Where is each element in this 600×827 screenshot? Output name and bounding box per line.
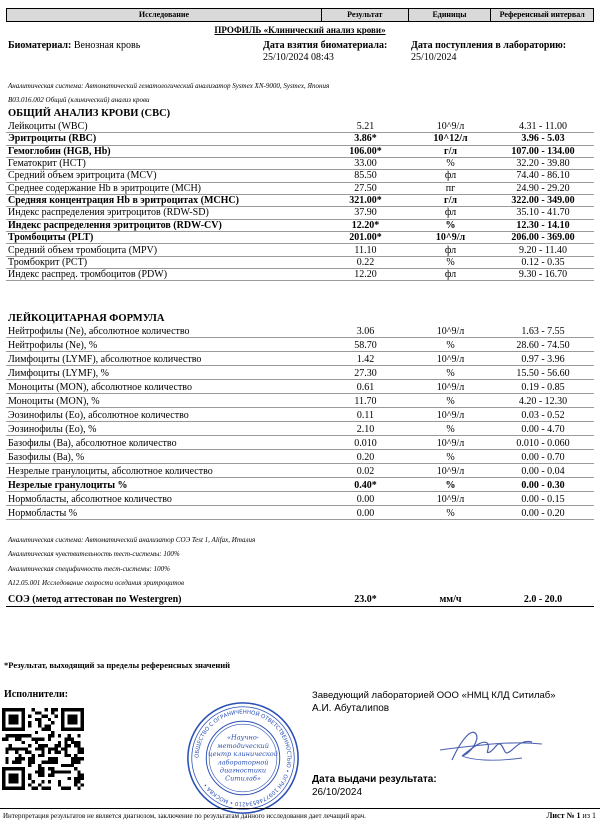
disclaimer: Интерпретация результатов не является диагнозом, заключение по результатам данного исследования дает лечащий врач.: [3, 812, 366, 820]
result-value: 0.40*: [354, 480, 377, 491]
reference-range: 0.19 - 0.85: [521, 382, 565, 393]
lab-head-name: А.И. Абуталипов: [312, 703, 390, 714]
esr-result: 23.0*: [354, 594, 377, 605]
test-name: Нормобласты %: [8, 508, 78, 519]
reference-range: 4.20 - 12.30: [518, 396, 568, 407]
stamp-line: диагностики: [219, 766, 267, 775]
reference-range: 15.50 - 56.60: [516, 368, 570, 379]
table-row: [6, 382, 594, 394]
page-number: [546, 811, 596, 820]
reference-range: 0.00 - 0.20: [521, 508, 565, 519]
test-name: Лейкоциты (WBC): [8, 121, 88, 132]
stamp-center-text: [208, 734, 278, 783]
qr-code-icon: [2, 708, 84, 790]
result-value: 3.06: [356, 326, 375, 337]
table-row: [6, 368, 594, 380]
unit-value: пг: [445, 182, 456, 194]
result-value: 3.86*: [354, 133, 377, 145]
test-name: Эозинофилы (Eo), %: [8, 424, 97, 435]
table-row: [6, 480, 594, 492]
table-row: [6, 183, 594, 195]
result-value: 27.50: [354, 182, 377, 194]
reference-range: 3.96 - 5.03: [521, 133, 565, 145]
test-name: Нейтрофилы (Ne), абсолютное количество: [8, 326, 190, 337]
test-name: Лимфоциты (LYMF), %: [8, 368, 110, 379]
test-name: Базофилы (Ba), %: [8, 452, 85, 463]
unit-value: 10^9/л: [435, 232, 466, 244]
table-row: [6, 424, 594, 436]
test-name: Нейтрофилы (Ne), %: [8, 340, 98, 351]
header-reference: Референсный интервал: [499, 10, 585, 19]
stamp-ring-text: ОБЩЕСТВО С ОГРАНИЧЕННОЙ ОТВЕТСТВЕННОСТЬЮ • ОГРН 1097746534210 • МОСКВА •: [194, 709, 292, 807]
stamp-line: лабораторной: [217, 758, 269, 767]
test-name: Тромбокрит (PCT): [8, 256, 88, 268]
table-row: [6, 410, 594, 422]
received-date-value: 25/10/2024: [411, 52, 457, 63]
unit-value: %: [446, 368, 455, 379]
table-header: [6, 8, 594, 22]
unit-value: 10^12/л: [433, 133, 468, 145]
page-label: Лист №: [546, 811, 575, 820]
table-row: [6, 508, 594, 520]
table-row: [6, 396, 594, 408]
table-row: [6, 466, 594, 478]
result-value: 0.22: [356, 256, 375, 268]
result-value: 0.11: [356, 410, 375, 421]
table-row: [6, 232, 594, 244]
test-name: Незрелые гранулоциты, абсолютное количество: [8, 466, 213, 477]
table-row: [6, 195, 594, 207]
test-name: Среднее содержание Hb в эритроците (MCH): [8, 182, 201, 194]
test-name: Гематокрит (HCT): [8, 158, 86, 170]
unit-value: г/л: [444, 145, 457, 157]
laboratory-stamp-icon: [185, 700, 301, 816]
result-value: 0.010: [354, 438, 377, 449]
unit-value: %: [446, 508, 455, 519]
reference-range: 206.00 - 369.00: [511, 232, 575, 244]
table-row: [6, 220, 594, 232]
test-name: Средний объем тромбоцита (MPV): [8, 244, 158, 256]
table-row: [6, 133, 594, 145]
test-name: Моноциты (MON), %: [8, 396, 100, 407]
table-row: [6, 146, 594, 158]
test-name: Индекс распределения эритроцитов (RDW-CV): [8, 219, 222, 231]
unit-value: 10^9/л: [436, 354, 465, 365]
esr-code-note: A12.05.001 Исследование скорости оседания эритроцитов: [8, 579, 185, 587]
issue-date-value: 26/10/2024: [312, 787, 363, 798]
table-row: [6, 452, 594, 464]
unit-value: 10^9/л: [436, 466, 465, 477]
unit-value: %: [445, 219, 456, 231]
reference-range: 32.20 - 39.80: [516, 158, 570, 170]
result-value: 0.02: [356, 466, 375, 477]
esr-name: СОЭ (метод аттестован по Westergren): [8, 594, 182, 605]
reference-range: 0.010 - 0.060: [516, 438, 570, 449]
out-of-range-footnote: *Результат, выходящий за пределы референсных значений: [4, 660, 231, 670]
reference-range: 28.60 - 74.50: [516, 340, 570, 351]
result-value: 58.70: [354, 340, 377, 351]
table-row: [6, 245, 594, 257]
biomaterial-label: Биоматериал:: [8, 40, 72, 51]
unit-value: 10^9/л: [436, 326, 465, 337]
page-sep: из: [582, 811, 590, 820]
biomaterial-value: Венозная кровь: [73, 40, 141, 51]
test-name: Индекс распред. тромбоцитов (PDW): [8, 269, 168, 281]
result-value: 106.00*: [349, 145, 382, 157]
reference-range: 24.90 - 29.20: [516, 182, 570, 194]
reference-range: 0.12 - 0.35: [521, 256, 565, 268]
table-row: [6, 326, 594, 338]
collection-date-label: Дата взятия биоматериала:: [263, 40, 388, 51]
result-value: 85.50: [354, 170, 377, 182]
issue-date-label: Дата выдачи результата:: [312, 774, 437, 785]
unit-value: 10^9/л: [436, 494, 465, 505]
header-result: Результат: [322, 9, 409, 21]
stamp-line: «Научно-: [226, 733, 260, 742]
unit-value: 10^9/л: [436, 438, 465, 449]
table-row: [6, 170, 594, 182]
executors-label: Исполнители:: [4, 689, 69, 700]
page-footer: [0, 808, 600, 822]
analyzer-note: Аналитическая система: Автоматический гематологический анализатор Sysmex XN-9000, Sysmex, Япония: [8, 82, 330, 90]
unit-value: %: [446, 396, 455, 407]
result-value: 0.00: [356, 508, 375, 519]
table-row: [6, 438, 594, 450]
reference-range: 74.40 - 86.10: [516, 170, 570, 182]
reference-range: 0.00 - 0.30: [521, 480, 565, 491]
reference-range: 12.30 - 14.10: [516, 219, 570, 231]
result-value: 11.10: [354, 244, 377, 256]
result-value: 0.20: [356, 452, 375, 463]
received-date-label: Дата поступления в лабораторию:: [411, 40, 567, 51]
test-name: Базофилы (Ba), абсолютное количество: [8, 438, 177, 449]
unit-value: %: [446, 158, 455, 170]
header-test: Исследование: [7, 9, 322, 21]
received-date: [411, 40, 566, 64]
reference-range: 0.00 - 0.15: [521, 494, 565, 505]
test-name: Нормобласты, абсолютное количество: [8, 494, 172, 505]
result-value: 12.20: [354, 269, 377, 281]
test-name: Средний объем эритроцита (MCV): [8, 170, 157, 182]
reference-range: 9.30 - 16.70: [518, 269, 568, 281]
test-name: Эозинофилы (Eo), абсолютное количество: [8, 410, 189, 421]
esr-row: [6, 593, 594, 607]
result-value: 1.42: [356, 354, 375, 365]
reference-range: 4.31 - 11.00: [519, 121, 567, 132]
result-value: 11.70: [354, 396, 377, 407]
unit-value: 10^9/л: [436, 121, 465, 132]
page-total: 1: [592, 811, 596, 820]
table-row: [6, 121, 594, 133]
reference-range: 322.00 - 349.00: [511, 195, 575, 207]
reference-range: 0.00 - 4.70: [521, 424, 565, 435]
test-name: Тромбоциты (PLT): [8, 232, 94, 244]
result-value: 37.90: [354, 207, 377, 219]
result-value: 27.30: [354, 368, 377, 379]
result-value: 2.10: [356, 424, 375, 435]
section-diff-title: ЛЕЙКОЦИТАРНАЯ ФОРМУЛА: [8, 313, 165, 324]
unit-value: %: [446, 424, 455, 435]
unit-value: фл: [444, 207, 457, 219]
test-name: Эритроциты (RBC): [8, 133, 97, 145]
unit-value: %: [445, 480, 456, 491]
service-code-note: B03.016.002 Общий (клинический) анализ крови: [8, 96, 150, 104]
result-value: 33.00: [354, 158, 377, 170]
reference-range: 0.00 - 0.04: [521, 466, 565, 477]
result-value: 321.00*: [349, 195, 382, 207]
table-row: [6, 340, 594, 352]
test-name: Гемоглобин (HGB, Hb): [8, 145, 111, 157]
stamp-line: центр клинической: [208, 750, 278, 759]
unit-value: г/л: [444, 195, 457, 207]
table-row: [6, 257, 594, 269]
page-current: 1: [576, 811, 581, 820]
header-units: Единицы: [409, 9, 492, 21]
collection-date: [263, 40, 387, 64]
table-row: [6, 207, 594, 219]
esr-reference: 2.0 - 20.0: [523, 594, 563, 605]
reference-range: 1.63 - 7.55: [521, 326, 565, 337]
reference-range: 0.97 - 3.96: [521, 354, 565, 365]
unit-value: %: [446, 256, 455, 268]
test-name: Незрелые гранулоциты %: [8, 480, 128, 491]
test-name: Средняя концентрация Hb в эритроцитах (MCHC): [8, 195, 239, 207]
lab-head-title: Заведующий лабораторией ООО «НМЦ КЛД Ситилаб»: [312, 690, 556, 701]
unit-value: фл: [444, 269, 457, 281]
result-value: 5.21: [356, 121, 375, 132]
esr-analyzer-note: Аналитическая система: Автоматический анализатор СОЭ Test 1, Alifax, Италия: [8, 536, 256, 544]
reference-range: 0.03 - 0.52: [521, 410, 565, 421]
result-value: 0.00: [356, 494, 375, 505]
table-row: [6, 494, 594, 506]
collection-date-value: 25/10/2024 08:43: [263, 52, 334, 63]
unit-value: %: [446, 340, 455, 351]
result-value: 0.61: [356, 382, 375, 393]
section-cbc-title: ОБЩИЙ АНАЛИЗ КРОВИ (CBC): [8, 108, 171, 119]
test-name: Лимфоциты (LYMF), абсолютное количество: [8, 354, 202, 365]
table-row: [6, 354, 594, 366]
reference-range: 0.00 - 0.70: [521, 452, 565, 463]
table-row: [6, 269, 594, 281]
stamp-line: Ситилаб»: [225, 774, 261, 783]
result-value: 201.00*: [349, 232, 382, 244]
result-value: 12.20*: [351, 219, 380, 231]
specificity-note: Аналитическая специфичность тест-системы: 100%: [8, 565, 170, 573]
sensitivity-note: Аналитическая чувствительность тест-системы: 100%: [8, 550, 180, 558]
stamp-line: методический: [217, 741, 269, 750]
profile-title: ПРОФИЛЬ «Клинический анализ крови»: [214, 25, 386, 35]
test-name: Индекс распределения эритроцитов (RDW-SD): [8, 207, 209, 219]
unit-value: фл: [444, 244, 457, 256]
biomaterial: [8, 40, 140, 51]
signature-icon: [432, 720, 552, 770]
esr-unit: мм/ч: [439, 594, 462, 605]
unit-value: %: [446, 452, 455, 463]
table-row: [6, 158, 594, 170]
reference-range: 35.10 - 41.70: [516, 207, 570, 219]
unit-value: фл: [444, 170, 457, 182]
reference-range: 9.20 - 11.40: [519, 244, 567, 256]
test-name: Моноциты (MON), абсолютное количество: [8, 382, 192, 393]
unit-value: 10^9/л: [436, 410, 465, 421]
unit-value: 10^9/л: [436, 382, 465, 393]
reference-range: 107.00 - 134.00: [511, 145, 575, 157]
